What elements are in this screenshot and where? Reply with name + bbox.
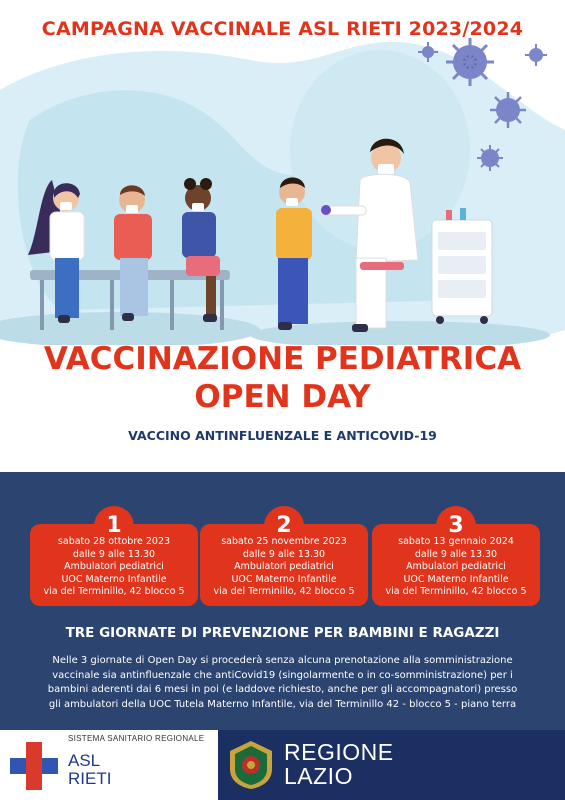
day-address: via del Terminillo, 42 blocco 5 xyxy=(43,586,185,597)
footer xyxy=(0,730,565,800)
open-day-card-3 xyxy=(372,513,540,606)
open-day-card-1 xyxy=(30,513,198,606)
day-details xyxy=(372,536,540,599)
info-line: bambini aderenti dai 6 mesi in poi (e laddove richiesto, anche per gli accompagnatori) presso xyxy=(47,684,518,695)
info-panel xyxy=(0,472,565,730)
day-date: sabato 28 ottobre 2023 xyxy=(57,536,171,547)
asl-cross-logo xyxy=(6,738,62,794)
asl-name xyxy=(68,752,111,788)
page-title-line2: OPEN DAY xyxy=(194,379,371,415)
day-number-badge: 1 xyxy=(94,506,134,546)
page-title-line1: VACCINAZIONE PEDIATRICA xyxy=(43,341,522,377)
day-address: via del Terminillo, 42 blocco 5 xyxy=(213,586,355,597)
day-date: sabato 25 novembre 2023 xyxy=(221,536,347,547)
virus-icon xyxy=(525,44,547,66)
virus-icon xyxy=(490,92,526,128)
regione-lazio-emblem xyxy=(228,739,274,791)
info-line: gli ambulatori della UOC Tutela Materno Infantile, via del Terminillo 42 - blocco 5 - piano terra xyxy=(48,698,517,710)
day-hours: dalle 9 alle 13.30 xyxy=(414,548,498,560)
day-number-badge: 3 xyxy=(436,506,476,546)
virus-icon xyxy=(446,38,494,86)
day-place: Ambulatori pediatrici xyxy=(406,561,506,572)
day-place: Ambulatori pediatrici xyxy=(64,561,164,572)
day-date: sabato 13 gennaio 2024 xyxy=(398,536,514,547)
vaccination-illustration xyxy=(0,0,565,345)
day-hours: dalle 9 alle 13.30 xyxy=(72,548,156,560)
asl-system-label: SISTEMA SANITARIO REGIONALE xyxy=(68,734,205,743)
info-heading: TRE GIORNATE DI PREVENZIONE PER BAMBINI E RAGAZZI xyxy=(65,625,500,641)
day-unit: UOC Materno Infantile xyxy=(61,573,167,585)
info-body xyxy=(10,654,555,712)
medical-cart xyxy=(432,208,492,324)
day-unit: UOC Materno Infantile xyxy=(231,573,337,585)
asl-name-line1: ASL xyxy=(68,751,101,770)
day-place: Ambulatori pediatrici xyxy=(234,561,334,572)
page-subtitle: VACCINO ANTINFLUENZALE E ANTICOVID-19 xyxy=(128,428,437,443)
day-address: via del Terminillo, 42 blocco 5 xyxy=(385,586,527,597)
day-number-badge: 2 xyxy=(264,506,304,546)
day-unit: UOC Materno Infantile xyxy=(403,573,509,585)
info-line: Nelle 3 giornate di Open Day si procederà senza alcuna prenotazione alla somministrazione xyxy=(52,655,513,666)
region-name xyxy=(284,740,394,788)
open-day-card-2 xyxy=(200,513,368,606)
day-details xyxy=(200,536,368,599)
asl-rieti-logo-block xyxy=(0,730,214,800)
campaign-title: CAMPAGNA VACCINALE ASL RIETI 2023/2024 xyxy=(41,18,524,40)
region-name-line2: LAZIO xyxy=(284,763,353,789)
info-line: vaccinale sia antinfluenzale che antiCovid19 (singolarmente o in co-somministrazione) per i xyxy=(52,669,513,681)
regione-lazio-logo-block xyxy=(218,730,565,800)
page-title xyxy=(0,340,565,416)
day-hours: dalle 9 alle 13.30 xyxy=(242,548,326,560)
asl-name-line2: RIETI xyxy=(68,769,112,788)
day-details xyxy=(30,536,198,599)
region-name-line1: REGIONE xyxy=(284,739,394,765)
